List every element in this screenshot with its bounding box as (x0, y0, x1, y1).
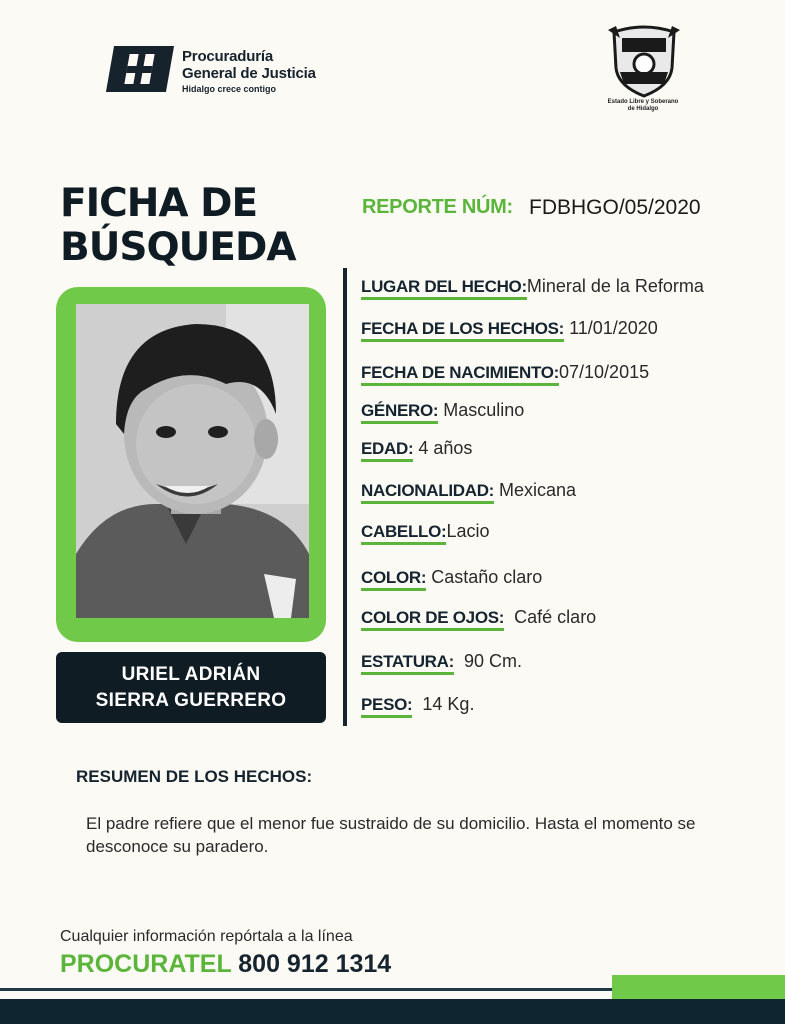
field-edad (361, 438, 472, 459)
field-value: 14 Kg. (412, 694, 475, 714)
field-label: PESO: (361, 695, 412, 718)
field-value: Mineral de la Reforma (526, 276, 704, 296)
person-name-line1: URIEL ADRIÁN (121, 663, 261, 685)
field-color-ojos (361, 607, 596, 628)
field-label: GÉNERO: (361, 401, 438, 424)
field-nacionalidad (361, 480, 576, 501)
field-label: CABELLO: (361, 522, 446, 545)
summary-text: El padre refiere que el menor fue sustraido de su domicilio. Hasta el momento se desconoce su paradero. (86, 814, 696, 856)
field-cabello (361, 521, 489, 542)
org-line1: Procuraduría (182, 48, 273, 65)
org-line2: General de Justicia (182, 65, 316, 82)
field-genero (361, 400, 524, 421)
hotline-phone: 800 912 1314 (231, 950, 392, 978)
report-label: REPORTE NÚM: (362, 196, 513, 218)
seal-caption (590, 99, 696, 113)
title-line2: BÚSQUEDA (60, 225, 296, 270)
footer-hotline (60, 950, 391, 979)
seal-caption-line1: Estado Libre y Soberano (607, 99, 679, 105)
field-peso (361, 694, 474, 715)
field-label: FECHA DE NACIMIENTO: (361, 363, 559, 386)
seal-caption-line2: de Hidalgo (627, 106, 659, 112)
field-value: 90 Cm. (454, 651, 523, 671)
field-value: 07/10/2015 (559, 362, 650, 382)
page-title (60, 182, 296, 270)
org-tagline: Hidalgo crece contigo (182, 84, 277, 94)
field-label: ESTATURA: (361, 652, 454, 675)
report-number: FDBHGO/05/2020 (529, 196, 701, 219)
field-value: Masculino (438, 400, 525, 420)
hotline-brand: PROCURATEL (60, 950, 232, 978)
field-estatura (361, 651, 522, 672)
field-value: 4 años (413, 438, 473, 458)
field-label: LUGAR DEL HECHO: (361, 277, 527, 300)
field-value: 11/01/2020 (564, 318, 658, 338)
vertical-divider (343, 268, 347, 726)
footer-green-bar (612, 975, 785, 999)
field-lugar (361, 276, 704, 297)
field-label: COLOR DE OJOS: (361, 608, 504, 631)
field-value: Mexicana (494, 480, 577, 500)
footer-dark-bar (0, 999, 785, 1024)
footer-info-text: Cualquier información repórtala a la línea (60, 928, 353, 945)
state-seal-icon (606, 24, 682, 98)
h-logo-icon (106, 46, 174, 92)
summary-title: RESUMEN DE LOS HECHOS: (76, 767, 313, 786)
field-label: EDAD: (361, 439, 413, 462)
field-value: Lacio (446, 521, 490, 541)
field-color (361, 567, 542, 588)
field-fecha-nacimiento (361, 362, 649, 383)
field-value: Café claro (504, 607, 597, 627)
child-photo (76, 304, 309, 618)
field-label: COLOR: (361, 568, 426, 591)
title-line1: FICHA DE (60, 181, 258, 226)
field-label: NACIONALIDAD: (361, 481, 494, 504)
person-name-box (56, 652, 326, 723)
footer-thin-line (0, 988, 612, 991)
field-label: FECHA DE LOS HECHOS: (361, 319, 564, 342)
field-fecha-hechos (361, 318, 658, 339)
field-value: Castaño claro (426, 567, 543, 587)
person-name-line2: SIERRA GUERRERO (95, 689, 287, 711)
org-logo-text (182, 48, 316, 96)
